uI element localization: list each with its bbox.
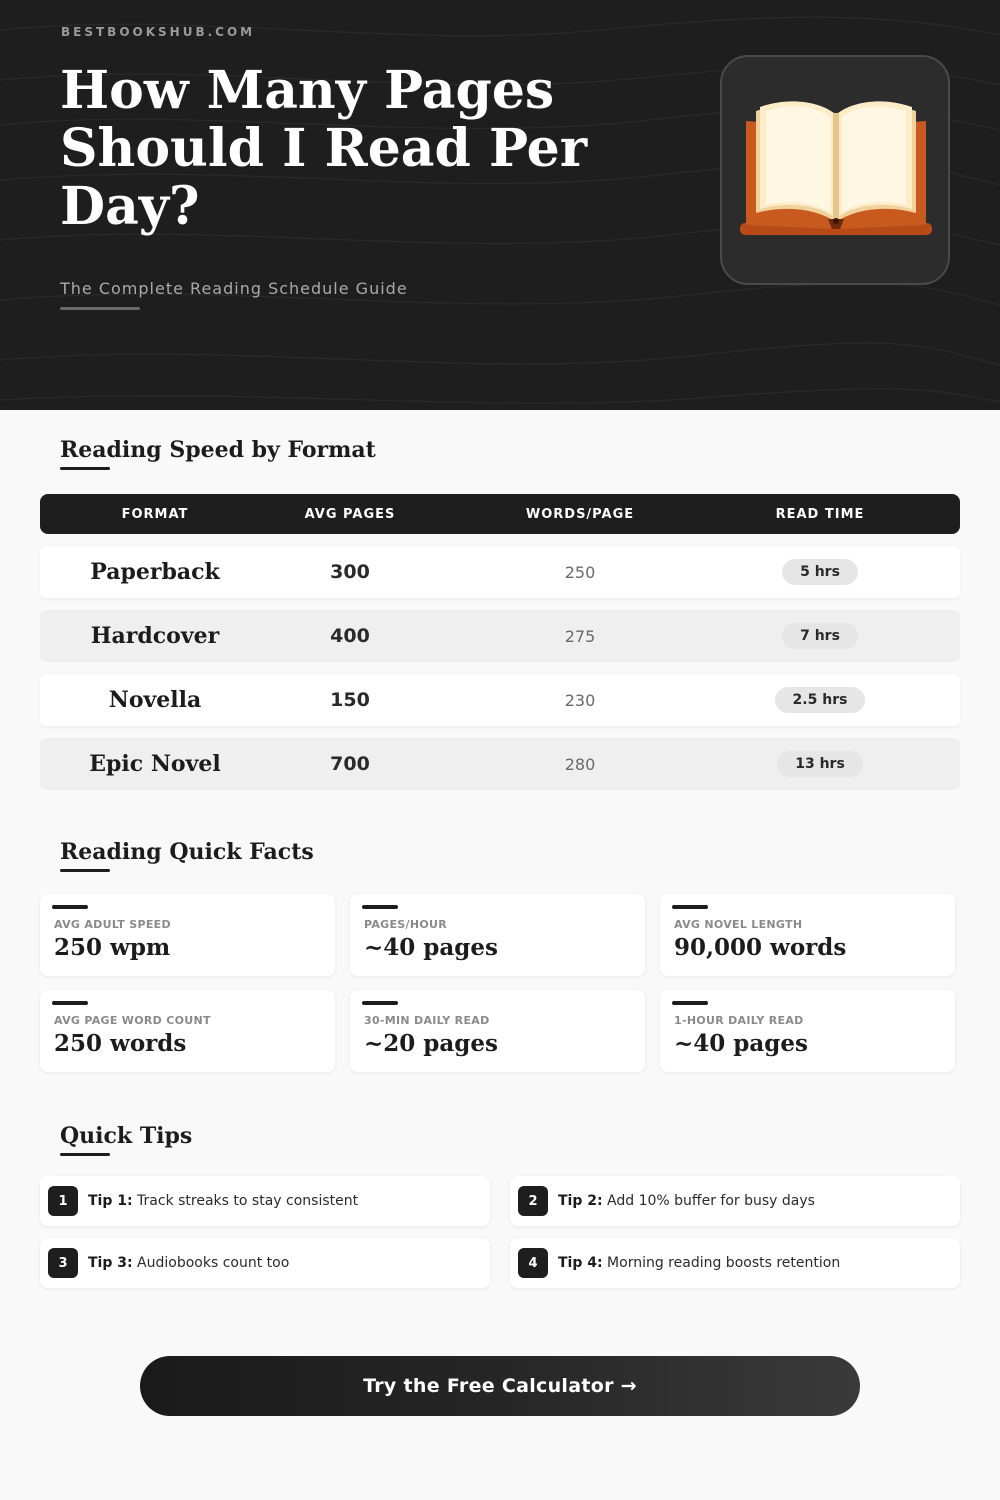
fact-accent-bar	[52, 1001, 88, 1005]
fact-card	[350, 990, 645, 1072]
tip-text	[88, 1193, 358, 1209]
avg-pages: 300	[330, 561, 370, 583]
words-per-page: 250	[564, 562, 596, 582]
fact-accent-bar	[52, 905, 88, 909]
column-header-pages: AVG PAGES	[304, 506, 396, 522]
tip-card	[40, 1176, 490, 1226]
words-per-page: 280	[564, 754, 596, 774]
tip-card	[510, 1176, 960, 1226]
section-underline	[60, 1153, 110, 1156]
avg-pages: 400	[330, 625, 370, 647]
fact-value: 250 words	[54, 1030, 187, 1057]
fact-card	[40, 990, 335, 1072]
table-header	[40, 494, 960, 534]
fact-accent-bar	[362, 905, 398, 909]
tip-body: Audiobooks count too	[137, 1255, 290, 1271]
subtitle-underline	[60, 307, 140, 310]
fact-accent-bar	[672, 905, 708, 909]
tip-lead: Tip 3:	[88, 1255, 133, 1271]
fact-label: PAGES/HOUR	[364, 918, 448, 931]
words-per-page: 230	[564, 690, 596, 710]
avg-pages: 150	[330, 689, 370, 711]
fact-value: 90,000 words	[674, 934, 847, 961]
tip-card	[40, 1238, 490, 1288]
table-row	[40, 674, 960, 726]
page-subtitle: The Complete Reading Schedule Guide	[60, 279, 408, 298]
tip-number-badge: 3	[48, 1248, 78, 1278]
fact-label: AVG PAGE WORD COUNT	[54, 1014, 211, 1027]
section-underline	[60, 467, 110, 470]
book-tile	[720, 55, 950, 285]
hero-banner	[0, 0, 1000, 410]
tip-text	[558, 1255, 840, 1271]
tip-lead: Tip 2:	[558, 1193, 603, 1209]
tip-card	[510, 1238, 960, 1288]
tip-lead: Tip 4:	[558, 1255, 603, 1271]
tip-body: Morning reading boosts retention	[607, 1255, 841, 1271]
fact-accent-bar	[362, 1001, 398, 1005]
fact-value: ~40 pages	[364, 934, 498, 961]
tip-body: Track streaks to stay consistent	[137, 1193, 359, 1209]
table-row	[40, 546, 960, 598]
fact-label: 30-MIN DAILY READ	[364, 1014, 490, 1027]
tip-number-badge: 1	[48, 1186, 78, 1216]
open-book-icon	[736, 97, 936, 247]
fact-value: ~40 pages	[674, 1030, 808, 1057]
fact-value: 250 wpm	[54, 934, 171, 961]
fact-accent-bar	[672, 1001, 708, 1005]
fact-card	[40, 894, 335, 976]
section-title-facts: Reading Quick Facts	[60, 839, 314, 865]
fact-card	[660, 990, 955, 1072]
tip-text	[558, 1193, 815, 1209]
avg-pages: 700	[330, 753, 370, 775]
fact-card	[350, 894, 645, 976]
tip-lead: Tip 1:	[88, 1193, 133, 1209]
format-name: Hardcover	[90, 623, 220, 649]
read-time-badge: 2.5 hrs	[775, 687, 866, 713]
read-time-badge: 7 hrs	[782, 623, 858, 649]
fact-value: ~20 pages	[364, 1030, 498, 1057]
tip-body: Add 10% buffer for busy days	[607, 1193, 815, 1209]
format-name: Novella	[108, 687, 202, 713]
column-header-format: FORMAT	[121, 506, 189, 522]
page-title: How Many Pages Should I Read Per Day?	[60, 60, 588, 237]
table-row	[40, 738, 960, 790]
column-header-words: WORDS/PAGE	[525, 506, 635, 522]
read-time-badge: 13 hrs	[777, 751, 863, 777]
format-name: Epic Novel	[89, 751, 221, 777]
free-calculator-button[interactable]: Try the Free Calculator →	[140, 1356, 860, 1416]
words-per-page: 275	[564, 626, 596, 646]
tip-number-badge: 4	[518, 1248, 548, 1278]
read-time-badge: 5 hrs	[782, 559, 858, 585]
fact-label: 1-HOUR DAILY READ	[674, 1014, 804, 1027]
section-title-formats: Reading Speed by Format	[60, 437, 376, 463]
table-row	[40, 610, 960, 662]
section-title-tips: Quick Tips	[60, 1123, 193, 1149]
fact-card	[660, 894, 955, 976]
format-name: Paperback	[90, 559, 220, 585]
fact-label: AVG ADULT SPEED	[54, 918, 171, 931]
section-underline	[60, 869, 110, 872]
column-header-time: READ TIME	[775, 506, 865, 522]
site-name: BESTBOOKSHUB.COM	[61, 25, 256, 39]
fact-label: AVG NOVEL LENGTH	[674, 918, 803, 931]
tip-text	[88, 1255, 289, 1271]
tip-number-badge: 2	[518, 1186, 548, 1216]
